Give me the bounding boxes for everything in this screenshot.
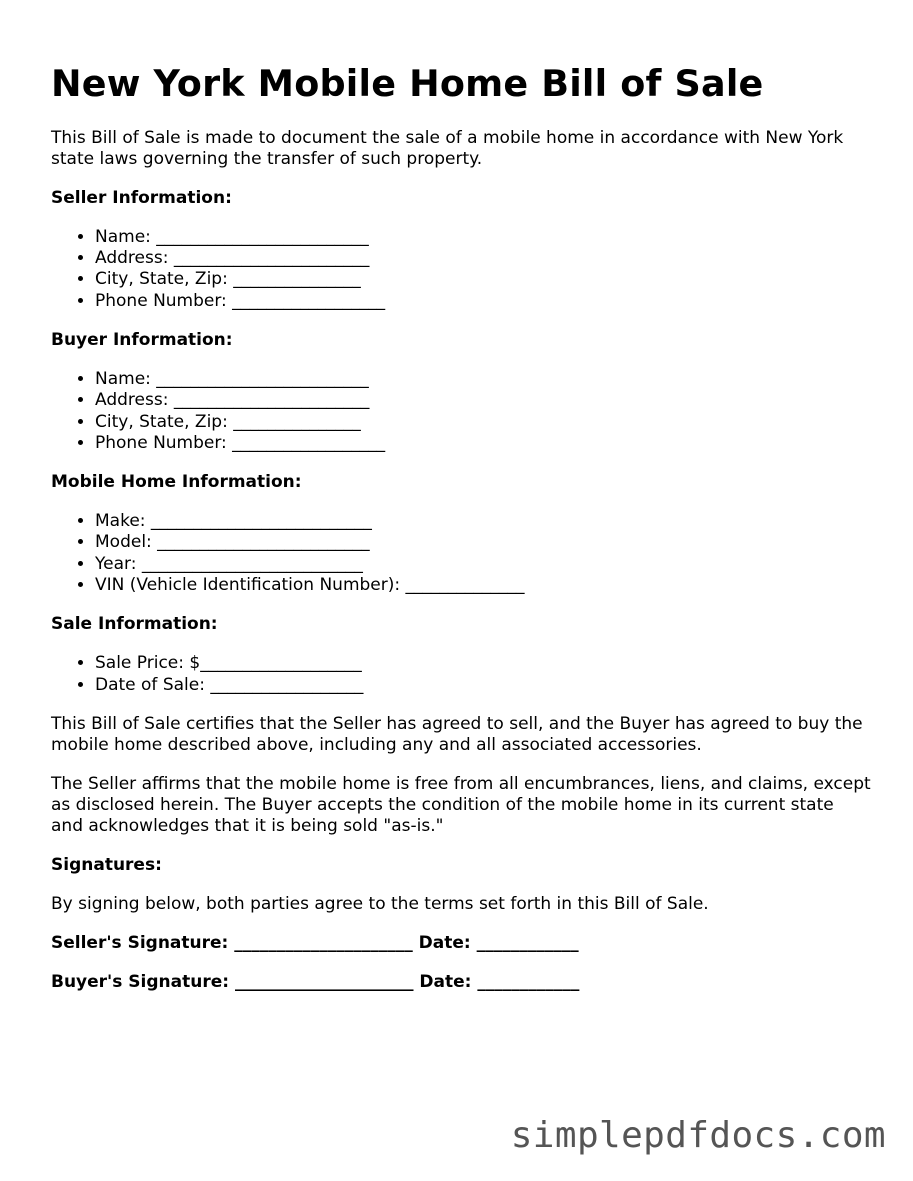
document-title: New York Mobile Home Bill of Sale [51, 62, 764, 105]
affirmation-paragraph: The Seller affirms that the mobile home is free from all encumbrances, liens, and claims, except as disclosed herein. The Buyer accepts the condition of the mobile home in its current state and acknowledges that it is being sold "as-is." [51, 773, 871, 836]
buyer-phone-field: • Phone Number: __________________ [95, 433, 871, 454]
seller-list [51, 227, 871, 312]
mobile-home-heading: Mobile Home Information: [51, 472, 302, 493]
buyer-name-field: • Name: _________________________ [95, 369, 871, 390]
buyer-signature-line: Buyer's Signature: _____________________ Date: ____________ [51, 971, 580, 992]
intro-paragraph: This Bill of Sale is made to document the sale of a mobile home in accordance with New York state laws governing the transfer of such property. [51, 127, 844, 169]
document-page [51, 62, 871, 1011]
watermark: simplepdfdocs.com [510, 1115, 886, 1156]
buyer-city-state-zip-field: • City, State, Zip: _______________ [95, 412, 871, 433]
signatures-heading: Signatures: [51, 854, 162, 875]
sale-price-field: • Sale Price: $___________________ [95, 653, 871, 674]
buyer-heading: Buyer Information: [51, 329, 233, 350]
signatures-statement: By signing below, both parties agree to the terms set forth in this Bill of Sale. [51, 893, 709, 914]
certification-paragraph: This Bill of Sale certifies that the Seller has agreed to sell, and the Buyer has agreed to buy the mobile home described above, including any and all associated accessories. [51, 713, 863, 755]
seller-signature-line: Seller's Signature: _____________________ Date: ____________ [51, 932, 579, 953]
mobile-home-list [51, 511, 871, 596]
model-field: • Model: _________________________ [95, 532, 871, 553]
make-field: • Make: __________________________ [95, 511, 871, 532]
buyer-address-field: • Address: _______________________ [95, 390, 871, 411]
seller-phone-field: • Phone Number: __________________ [95, 291, 871, 312]
sale-list [51, 653, 871, 696]
vin-field: • VIN (Vehicle Identification Number): ______________ [95, 575, 871, 596]
seller-address-field: • Address: _______________________ [95, 248, 871, 269]
seller-heading: Seller Information: [51, 187, 232, 208]
date-of-sale-field: • Date of Sale: __________________ [95, 675, 871, 696]
buyer-list [51, 369, 871, 454]
seller-name-field: • Name: _________________________ [95, 227, 871, 248]
sale-heading: Sale Information: [51, 614, 218, 635]
seller-city-state-zip-field: • City, State, Zip: _______________ [95, 269, 871, 290]
year-field: • Year: __________________________ [95, 554, 871, 575]
